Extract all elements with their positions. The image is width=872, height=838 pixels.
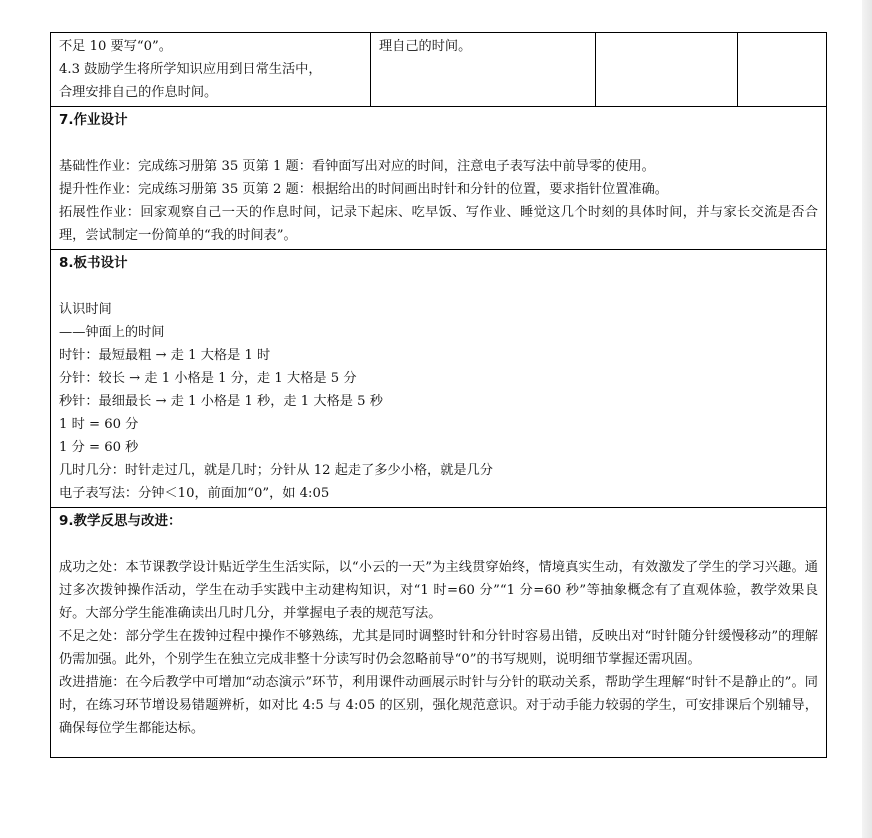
lesson-plan-table: [50, 32, 827, 758]
board-line: 1 时 = 60 分: [59, 417, 139, 432]
board-line: 时针：最短最粗 → 走 1 大格是 1 时: [59, 348, 271, 363]
board-line: 分针：较长 → 走 1 小格是 1 分，走 1 大格是 5 分: [59, 371, 357, 386]
text-line: 合理安排自己的作息时间。: [59, 85, 218, 100]
text-line: 不足 10 要写“0”。: [59, 39, 172, 54]
board-line: 1 分 = 60 秒: [59, 440, 139, 455]
activity-cell: [51, 33, 371, 107]
reflection-strengths: 成功之处：本节课教学设计贴近学生生活实际，以“小云的一天”为主线贯穿始终，情境真实生动，有效激发了学生的学习兴趣。通过多次拨钟操作活动，学生在动手实践中主动建构知识，对“1 时=60 分”“1 分=60 秒”等抽象概念有了直观体验，教学效果良好。大部分学生能准确读出几时几分，并掌握电子表的规范写法。: [59, 560, 818, 621]
homework-extension: 拓展性作业：回家观察自己一天的作息时间，记录下起床、吃早饭、写作业、睡觉这几个时刻的具体时间，并与家长交流是否合理，尝试制定一份简单的“我的时间表”。: [59, 205, 818, 243]
continuation-row: [51, 33, 827, 107]
board-line: ——钟面上的时间: [59, 325, 165, 340]
page-edge-shadow: [862, 0, 872, 838]
empty-cell: [738, 33, 827, 107]
section-heading: 7.作业设计: [59, 112, 128, 128]
empty-cell: [596, 33, 738, 107]
homework-advanced: 提升性作业：完成练习册第 35 页第 2 题：根据给出的时间画出时针和分针的位置，要求指针位置准确。: [59, 182, 668, 197]
board-line: 电子表写法：分钟＜10，前面加“0”，如 4:05: [59, 486, 330, 501]
homework-cell: [51, 107, 827, 250]
text-line: 4.3 鼓励学生将所学知识应用到日常生活中，: [59, 62, 322, 77]
reflection-improvements: 改进措施：在今后教学中可增加“动态演示”环节，利用课件动画展示时针与分针的联动关系，帮助学生理解“时针不是静止的”。同时，在练习环节增设易错题辨析，如对比 4:5 与 4:05 的区别，强化规范意识。对于动手能力较弱的学生，可安排课后个别辅导，确保每位学生都能达标。: [59, 675, 818, 736]
section-heading: 8.板书设计: [59, 255, 128, 271]
section-heading: 9.教学反思与改进：: [59, 513, 182, 529]
board-design-cell: [51, 250, 827, 508]
board-line: 几时几分：时针走过几，就是几时；分针从 12 起走了多少小格，就是几分: [59, 463, 493, 478]
student-activity-cell: [371, 33, 596, 107]
board-design-section: [51, 250, 827, 508]
reflection-cell: [51, 508, 827, 758]
homework-section: [51, 107, 827, 250]
reflection-section: [51, 508, 827, 758]
homework-basic: 基础性作业：完成练习册第 35 页第 1 题：看钟面写出对应的时间，注意电子表写法中前导零的使用。: [59, 159, 655, 174]
text-line: 理自己的时间。: [379, 39, 472, 54]
board-line: 认识时间: [59, 302, 112, 317]
board-line: 秒针：最细最长 → 走 1 小格是 1 秒，走 1 大格是 5 秒: [59, 394, 383, 409]
reflection-weaknesses: 不足之处：部分学生在拨钟过程中操作不够熟练，尤其是同时调整时针和分针时容易出错，反映出对“时针随分针缓慢移动”的理解仍需加强。此外，个别学生在独立完成非整十分读写时仍会忽略前导“0”的书写规则，说明细节掌握还需巩固。: [59, 629, 818, 667]
